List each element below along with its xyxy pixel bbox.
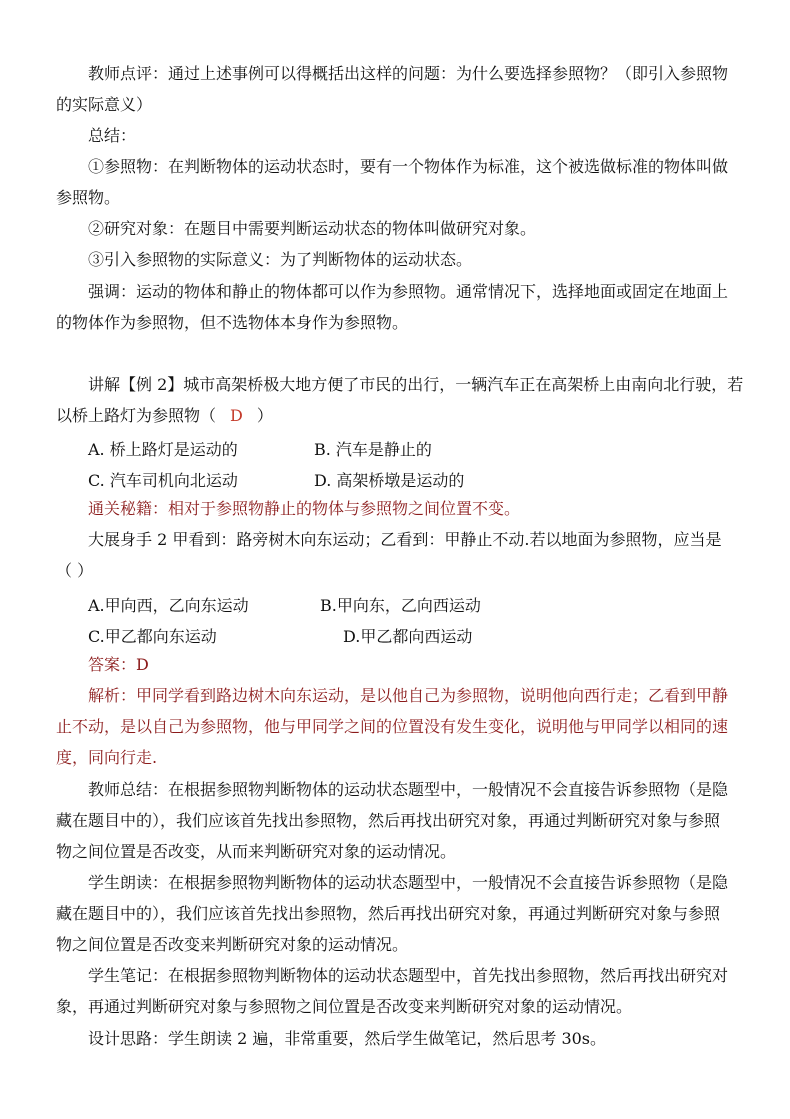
- student-read-line-2: 藏在题目中的），我们应该首先找出参照物，然后再找出研究对象，再通过判断研究对象与参照: [56, 904, 721, 923]
- teacher-summary-line-1: 教师总结：在根据参照物判断物体的运动状态题型中，一般情况不会直接告诉参照物（是隐: [88, 780, 729, 799]
- student-notes-line-2: 象，再通过判断研究对象与参照物之间位置是否改变来判断研究对象的运动情况。: [56, 997, 633, 1016]
- summary-point-3: ③引入参照物的实际意义：为了判断物体的运动状态。: [88, 250, 473, 269]
- emphasis-line-1: 强调：运动的物体和静止的物体都可以作为参照物。通常情况下，选择地面或固定在地面上: [88, 282, 729, 301]
- example-2-question-suffix: ）: [256, 406, 273, 425]
- example-2-line-2: [56, 406, 746, 426]
- practice-2-option-a: A.甲向西，乙向东运动: [88, 596, 249, 615]
- example-2-option-a: A. 桥上路灯是运动的: [88, 440, 238, 459]
- practice-2-option-d: D.甲乙都向西运动: [343, 627, 473, 646]
- summary-label: 总结：: [88, 126, 137, 145]
- example-2-option-c: C. 汽车司机向北运动: [88, 471, 238, 490]
- summary-point-1-line-1: ①参照物：在判断物体的运动状态时，要有一个物体作为标准，这个被选做标准的物体叫做: [88, 157, 729, 176]
- analysis-line-1: 解析：甲同学看到路边树木向东运动，是以他自己为参照物，说明他向西行走；乙看到甲静: [88, 686, 729, 705]
- student-read-line-1: 学生朗读：在根据参照物判断物体的运动状态题型中，一般情况不会直接告诉参照物（是隐: [88, 873, 729, 892]
- student-notes-line-1: 学生笔记：在根据参照物判断物体的运动状态题型中，首先找出参照物，然后再找出研究对: [88, 966, 729, 985]
- teacher-comment-line-1: 教师点评：通过上述事例可以得概括出这样的问题：为什么要选择参照物？（即引入参照物: [88, 64, 729, 83]
- analysis-line-2: 止不动，是以自己为参照物，他与甲同学之间的位置没有发生变化，说明他与甲同学以相同的速: [56, 717, 729, 736]
- teacher-comment-line-2: 的实际意义）: [56, 95, 153, 114]
- example-2-option-d: D. 高架桥墩是运动的: [314, 471, 465, 490]
- teacher-summary-line-2: 藏在题目中的），我们应该首先找出参照物，然后再找出研究对象，再通过判断研究对象与参照: [56, 811, 721, 830]
- emphasis-line-2: 的物体作为参照物，但不选物体本身作为参照物。: [56, 313, 409, 332]
- practice-2-option-c: C.甲乙都向东运动: [88, 627, 217, 646]
- example-2-line-1: 讲解【例 2】城市高架桥极大地方便了市民的出行，一辆汽车正在高架桥上由南向北行驶，若: [88, 375, 744, 394]
- example-2-question-prefix: 以桥上路灯为参照物（: [56, 406, 217, 425]
- example-2-answer: D: [230, 406, 243, 425]
- example-2-option-b: B. 汽车是静止的: [314, 440, 432, 459]
- summary-point-1-line-2: 参照物。: [56, 188, 121, 207]
- design-idea: 设计思路：学生朗读 2 遍，非常重要，然后学生做笔记，然后思考 30s。: [88, 1029, 607, 1048]
- student-read-line-3: 物之间位置是否改变来判断研究对象的运动情况。: [56, 935, 409, 954]
- practice-2-option-b: B.甲向东，乙向西运动: [320, 596, 481, 615]
- teacher-summary-line-3: 物之间位置是否改变，从而来判断研究对象的运动情况。: [56, 842, 457, 861]
- analysis-line-3: 度，同向行走.: [56, 748, 158, 767]
- summary-point-2: ②研究对象：在题目中需要判断运动状态的物体叫做研究对象。: [88, 219, 537, 238]
- practice-2-line-1: 大展身手 2 甲看到：路旁树木向东运动；乙看到：甲静止不动.若以地面为参照物，应当是: [88, 530, 722, 549]
- practice-2-line-2: （ ）: [56, 561, 94, 580]
- practice-2-answer: 答案：D: [88, 655, 149, 674]
- tip-secret: 通关秘籍：相对于参照物静止的物体与参照物之间位置不变。: [88, 499, 521, 518]
